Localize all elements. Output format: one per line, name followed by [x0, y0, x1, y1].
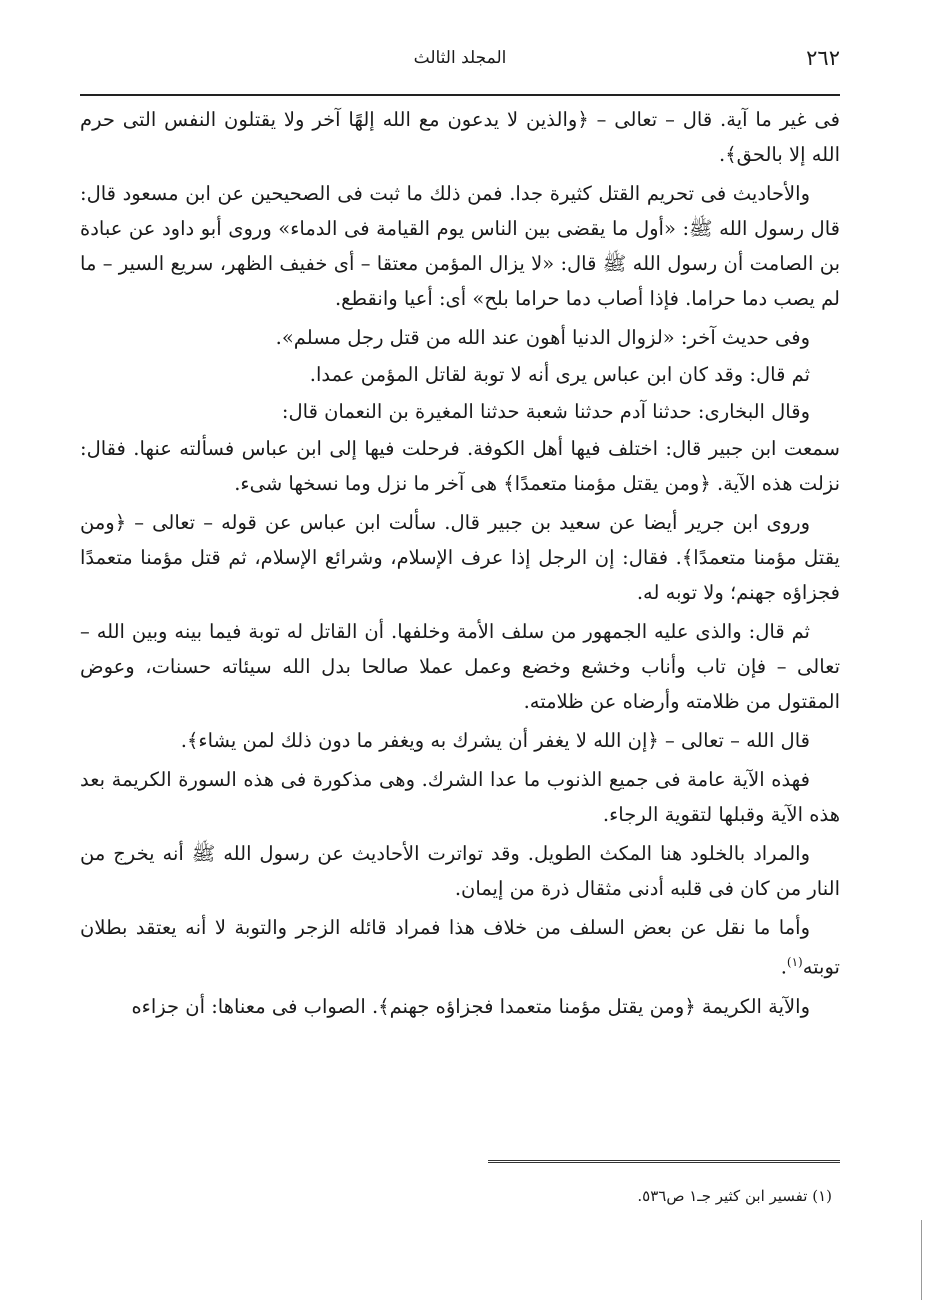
paragraph-7: وروى ابن جرير أيضا عن سعيد بن جبير قال. سألت ابن عباس عن قوله – تعالى – ﴿ومن يقتل مؤمنا متعمدًا﴾. فقال: إن الرجل إذا عرف الإسلام، وشرائع الإسلام، ثم قتل مؤمنا متعمدًا فجزاؤه جهنم؛ ولا توبه له.	[80, 511, 840, 604]
header-rule	[80, 94, 840, 96]
body-text	[80, 102, 840, 1028]
paragraph-9: قال الله – تعالى – ﴿إن الله لا يغفر أن يشرك به ويغفر ما دون ذلك لمن يشاء﴾.	[180, 729, 810, 752]
paragraph-4: ثم قال: وقد كان ابن عباس يرى أنه لا توبة لقاتل المؤمن عمدا.	[309, 363, 810, 386]
paragraph-1: فى غير ما آية. قال – تعالى – ﴿والذين لا يدعون مع الله إلهًا آخر ولا يقتلون النفس التى حرم الله إلا بالحق﴾.	[80, 108, 840, 166]
footnote-rule	[488, 1160, 840, 1163]
paragraph-6: سمعت ابن جبير قال: اختلف فيها أهل الكوفة. فرحلت فيها إلى ابن عباس فسألته عنها. فقال: نزلت هذه الآية. ﴿ومن يقتل مؤمنا متعمدًا﴾ هى آخر ما نزل وما نسخها شىء.	[80, 437, 840, 495]
page-number: ٢٦٢	[806, 46, 840, 70]
paragraph-3: وفى حديث آخر: «لزوال الدنيا أهون عند الله من قتل رجل مسلم».	[275, 326, 810, 349]
footnote: (١) تفسير ابن كثير جـ١ ص٥٣٦.	[637, 1187, 832, 1205]
paragraph-5: وقال البخارى: حدثنا آدم حدثنا شعبة حدثنا المغيرة بن النعمان قال:	[281, 400, 810, 423]
paragraph-8: ثم قال: والذى عليه الجمهور من سلف الأمة وخلفها. أن القاتل له توبة فيما بينه وبين الله – تعالى – فإن تاب وأناب وخشع وخضع وعمل عملا صالحا بدل الله سيئاته حسنات، وعوض المقتول من ظلامته وأرضاه عن ظلامته.	[80, 620, 840, 713]
page-header	[80, 44, 840, 84]
footnote-marker: (١)	[786, 955, 803, 969]
paragraph-10: فهذه الآية عامة فى جميع الذنوب ما عدا الشرك. وهى مذكورة فى هذه السورة الكريمة بعد هذه الآية وقبلها لتقوية الرجاء.	[80, 768, 840, 826]
paragraph-11: والمراد بالخلود هنا المكث الطويل. وقد تواترت الأحاديث عن رسول الله ﷺ أنه يخرج من النار من كان فى قلبه أدنى مثقال ذرة من إيمان.	[80, 842, 840, 900]
running-title: المجلد الثالث	[413, 48, 507, 68]
paragraph-12: وأما ما نقل عن بعض السلف من خلاف هذا فمراد قائله الزجر والتوبة لا أنه يعتقد بطلان توبته$^{(١)}$.	[80, 916, 840, 979]
paragraph-2: والأحاديث فى تحريم القتل كثيرة جدا. فمن ذلك ما ثبت فى الصحيحين عن ابن مسعود قال: قال رسول الله ﷺ: «أول ما يقضى بين الناس يوم القيامة فى الدماء» وروى أبو داود عن عبادة بن الصامت أن رسول الله ﷺ قال: «لا يزال المؤمن معتقا – أى خفيف الظهر، سريع السير – ما لم يصب دما حراما. فإذا أصاب دما حراما بلح» أى: أعيا وانقطع.	[80, 182, 840, 310]
scan-margin-line	[921, 1220, 922, 1300]
paragraph-13: والآية الكريمة ﴿ومن يقتل مؤمنا متعمدا فجزاؤه جهنم﴾. الصواب فى معناها: أن جزاءه	[131, 994, 810, 1018]
paragraph-12-text: وأما ما نقل عن بعض السلف من خلاف هذا فمراد قائله الزجر والتوبة لا أنه يعتقد بطلان توبته	[80, 916, 840, 979]
